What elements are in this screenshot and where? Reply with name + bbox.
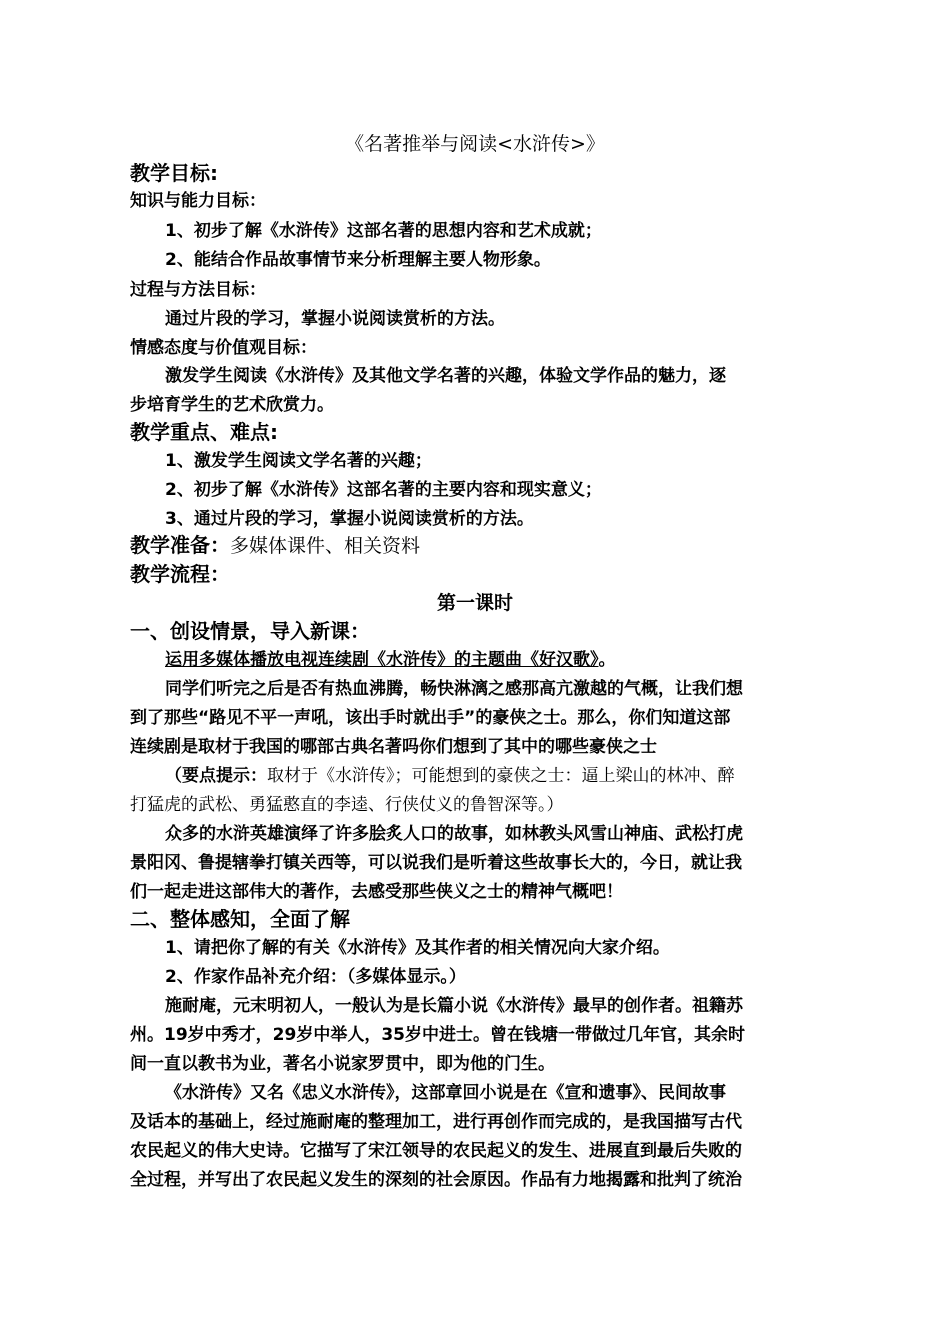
s1-hint-line-1: [165, 764, 830, 788]
teaching-prep: [130, 532, 830, 559]
s2-item-2: 2、作家作品补充介绍：（多媒体显示。）: [165, 967, 466, 987]
key-item-3: 3、通过片段的学习，掌握小说阅读赏析的方法。: [165, 509, 534, 529]
s2-paragraph-1-line-1: 施耐庵，元末明初人，一般认为是长篇小说《水浒传》最早的创作者。祖籍苏: [165, 996, 743, 1016]
prep-label: 教学准备：: [130, 533, 230, 557]
media-instruction: [165, 648, 865, 672]
s1-paragraph-1-line-2: 到了那些“路见不平一声吼，该出手时就出手”的豪侠之士。那么，你们知道这部: [130, 708, 731, 728]
process-item: 通过片段的学习，掌握小说阅读赏析的方法。: [165, 309, 505, 329]
s1-paragraph-1-line-3: 连续剧是取材于我国的哪部古典名著吗你们想到了其中的哪些豪侠之士: [130, 737, 657, 757]
subheading-process: 过程与方法目标：: [130, 280, 266, 300]
heading-key-points: 教学重点、难点:: [130, 420, 278, 444]
goal-item-2: 2、能结合作品故事情节来分析理解主要人物形象。: [165, 250, 551, 270]
s2-paragraph-2-line-3: 农民起义的伟大史诗。它描写了宋江领导的农民起义的发生、进展直到最后失败的: [130, 1141, 742, 1161]
goal-item-1: 1、初步了解《水浒传》这部名著的思想内容和艺术成就；: [165, 221, 602, 241]
s1-hint-line-2: 打猛虎的武松、勇猛憨直的李逵、行侠仗义的鲁智深等。）: [130, 795, 564, 815]
s2-paragraph-1-line-2: 州。19岁中秀才，29岁中举人，35岁中进士。曾在钱塘一带做过几年官，其余时: [130, 1025, 745, 1045]
media-instruction-text: 运用多媒体播放电视连续剧《水浒传》的主题曲《好汉歌》: [165, 650, 599, 670]
heading-teaching-goals: 教学目标:: [130, 161, 218, 185]
section-1-title: 一、创设情景，导入新课：: [130, 619, 370, 643]
heading-teaching-flow: 教学流程：: [130, 562, 230, 586]
hint-label: （要点提示：: [165, 766, 267, 786]
s1-paragraph-2-line-1: 众多的水浒英雄演绎了许多脍炙人口的故事，如林教头风雪山神庙、武松打虎: [165, 824, 743, 844]
section-2-title: 二、整体感知，全面了解: [130, 907, 350, 931]
lesson-title: 第一课时: [436, 592, 513, 614]
s2-paragraph-2-line-1: 《水浒传》又名《忠义水浒传》，这部章回小说是在《宣和遗事》、民间故事: [165, 1083, 726, 1103]
s1-paragraph-1-line-1: 同学们听完之后是否有热血沸腾，畅快淋漓之感那高亢激越的气概，让我们想: [165, 679, 743, 699]
key-item-2: 2、初步了解《水浒传》这部名著的主要内容和现实意义；: [165, 480, 602, 500]
subheading-knowledge: 知识与能力目标：: [130, 191, 266, 211]
s2-paragraph-1-line-3: 间一直以教书为业，著名小说家罗贯中，即为他的门生。: [130, 1054, 555, 1074]
s2-paragraph-2-line-4: 全过程，并写出了农民起义发生的深刻的社会原因。作品有力地揭露和批判了统治: [130, 1170, 742, 1190]
s2-paragraph-2-line-2: 及话本的基础上，经过施耐庵的整理加工，进行再创作而完成的，是我国描写古代: [130, 1112, 742, 1132]
prep-value: 多媒体课件、相关资料: [230, 535, 421, 557]
s1-paragraph-2-line-3: 们一起走进这部伟大的著作，去感受那些侠义之士的精神气概吧！: [130, 882, 623, 902]
hint-text-1: 取材于《水浒传》；可能想到的豪侠之士：逼上梁山的林冲、醉: [267, 766, 735, 786]
media-instruction-end: 。: [598, 650, 616, 670]
attitude-line-1: 激发学生阅读《水浒传》及其他文学名著的兴趣，体验文学作品的魅力，逐: [165, 366, 726, 386]
document-title: 《名著推举与阅读<水浒传>》: [345, 133, 605, 155]
key-item-1: 1、激发学生阅读文学名著的兴趣；: [165, 451, 432, 471]
s2-item-1: 1、请把你了解的有关《水浒传》及其作者的相关情况向大家介绍。: [165, 938, 670, 958]
attitude-line-2: 步培育学生的艺术欣赏力。: [130, 395, 334, 415]
s1-paragraph-2-line-2: 景阳冈、鲁提辖拳打镇关西等，可以说我们是听着这些故事长大的，今日，就让我: [130, 853, 742, 873]
subheading-attitude: 情感态度与价值观目标：: [130, 338, 317, 358]
